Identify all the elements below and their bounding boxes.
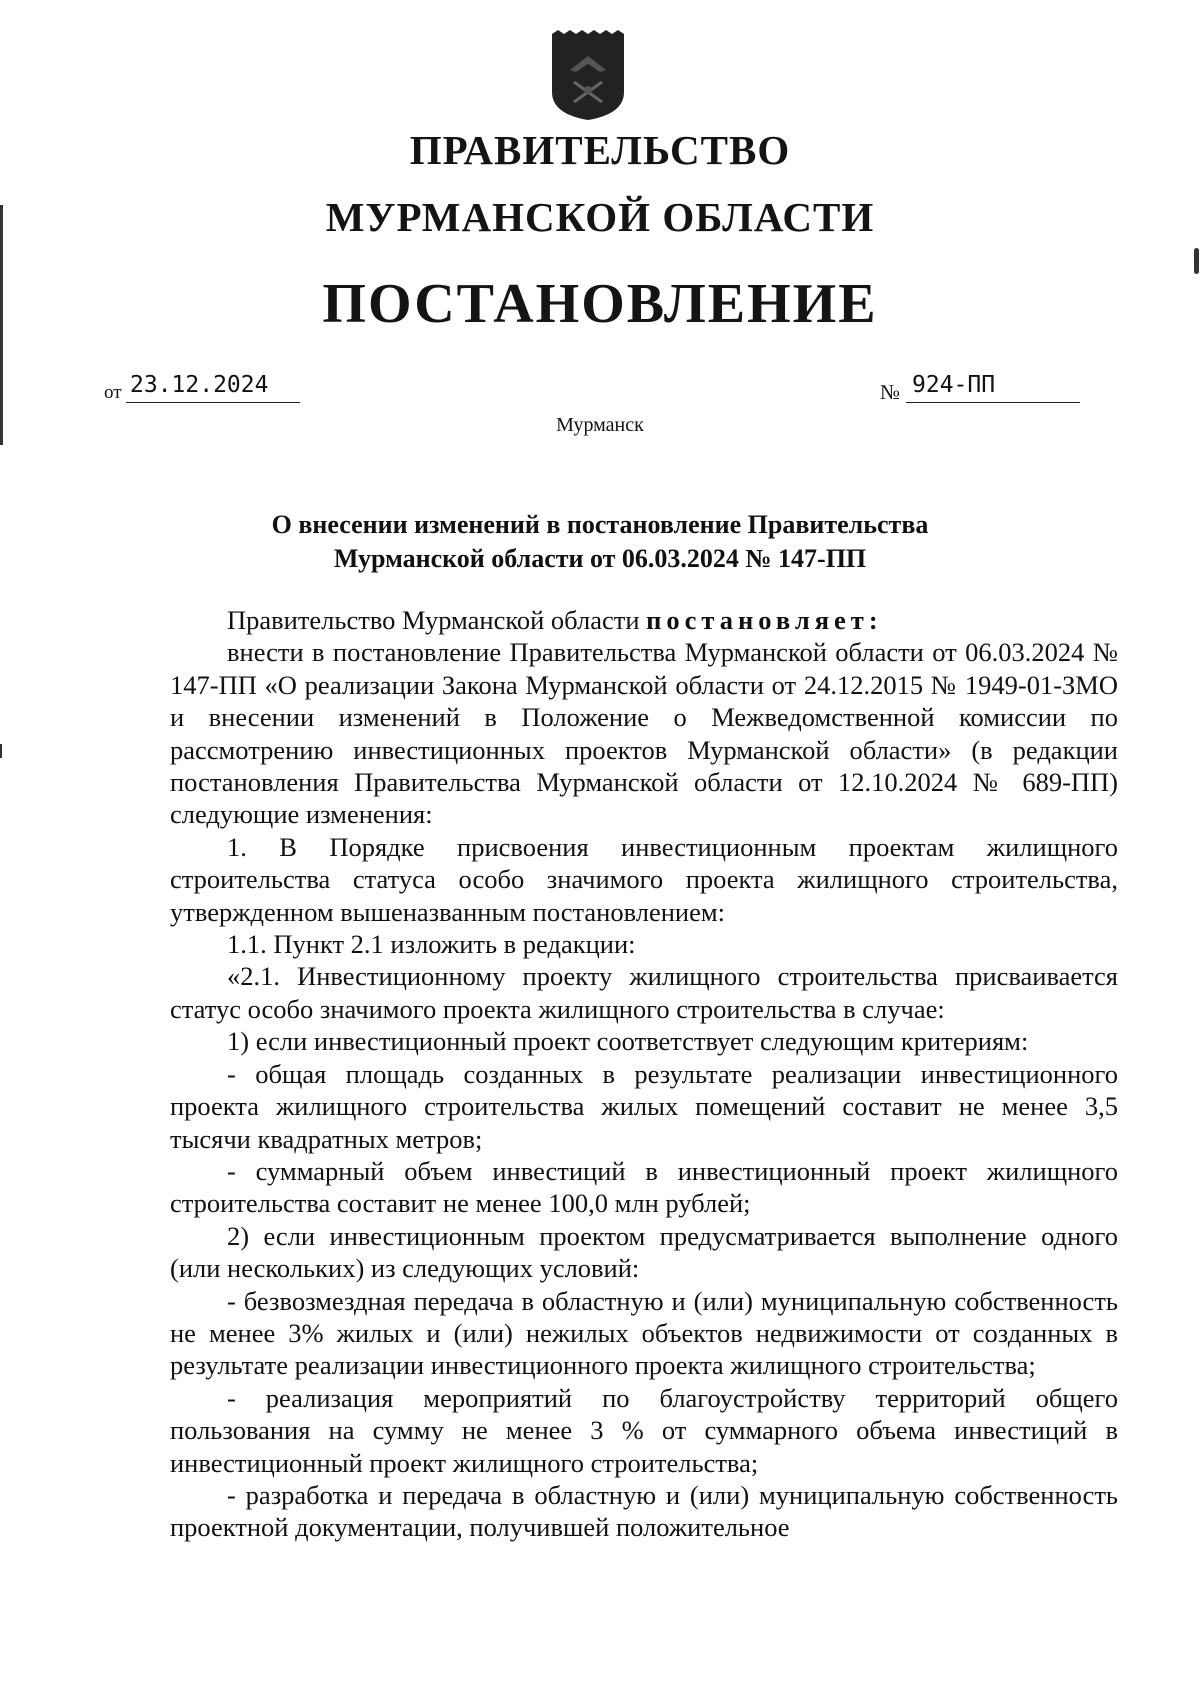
paragraph-10: - реализация мероприятий по благоустройству территорий общего пользования на сумму не менее 3 % от суммарного объема инвестиций в инвестиционный проект жилищного строительства; <box>170 1382 1118 1478</box>
subject-line2: Мурманской области от 06.03.2024 № 147-ПП <box>333 544 867 573</box>
paragraph-5: 1) если инвестиционный проект соответствует следующим критериям: <box>227 1026 1029 1057</box>
document-subject <box>150 508 1050 576</box>
intro-text: Правительство Мурманской области <box>227 605 647 635</box>
paragraph-11: - разработка и передача в областную и (или) муниципальную собственность проектной документации, получившей положительное <box>170 1479 1118 1543</box>
coat-of-arms-icon <box>548 30 628 122</box>
scan-edge-mark <box>0 205 3 445</box>
paragraph-9: - безвозмездная передача в областную и (или) муниципальную собственность не менее 3% жилых и (или) нежилых объектов недвижимости от созданных в результате реализации инвестиционного проекта жилищного строительства; <box>170 1285 1118 1381</box>
scan-edge-mark <box>1194 248 1199 274</box>
document-body <box>170 604 1118 1544</box>
city-name: Мурманск <box>556 414 644 436</box>
government-title-line2: МУРМАНСКОЙ ОБЛАСТИ <box>325 194 875 240</box>
number-prefix: № <box>880 380 901 404</box>
scan-edge-mark <box>0 744 2 758</box>
intro-paragraph <box>170 604 1118 636</box>
paragraph-1: внести в постановление Правительства Мурманской области от 06.03.2024 № 147-ПП «О реализации Закона Мурманской области от 24.12.2015 № 1949-01-ЗМО и внесении изменений в Положение о Межведомственной комиссии по рассмотрению инвестиционных проектов Мурманской области» (в редакции постановления Правительства Мурманской области от 12.10.2024 № 689-ПП) следующие изменения: <box>170 637 1118 830</box>
paragraph-6: - общая площадь созданных в результате реализации инвестиционного проекта жилищного строительства жилых помещений составит не менее 3,5 тысячи квадратных метров; <box>170 1058 1118 1154</box>
document-date: 23.12.2024 <box>126 372 300 403</box>
paragraph-4: «2.1. Инвестиционному проекту жилищного строительства присваивается статус особо значимого проекта жилищного строительства в случае: <box>170 961 1118 1024</box>
paragraph-2: 1. В Порядке присвоения инвестиционным проектам жилищного строительства статуса особо значимого проекта жилищного строительства, утвержденном вышеназванным постановлением: <box>170 831 1118 927</box>
paragraph-3: 1.1. Пункт 2.1 изложить в редакции: <box>227 929 636 960</box>
document-number: 924-ПП <box>906 372 1080 403</box>
subject-line1: О внесении изменений в постановление Правительства <box>271 510 929 539</box>
paragraph-8: 2) если инвестиционным проектом предусматривается выполнение одного (или нескольких) из следующих условий: <box>170 1220 1118 1284</box>
paragraph-7: - суммарный объем инвестиций в инвестиционный проект жилищного строительства составит не менее 100,0 млн рублей; <box>170 1155 1118 1219</box>
date-prefix: от <box>104 382 122 403</box>
document-type-title: ПОСТАНОВЛЕНИЕ <box>322 273 878 335</box>
date-number-row <box>0 372 1200 412</box>
government-title-line1: ПРАВИТЕЛЬСТВО <box>409 127 791 173</box>
intro-bold: постановляет: <box>646 605 883 635</box>
